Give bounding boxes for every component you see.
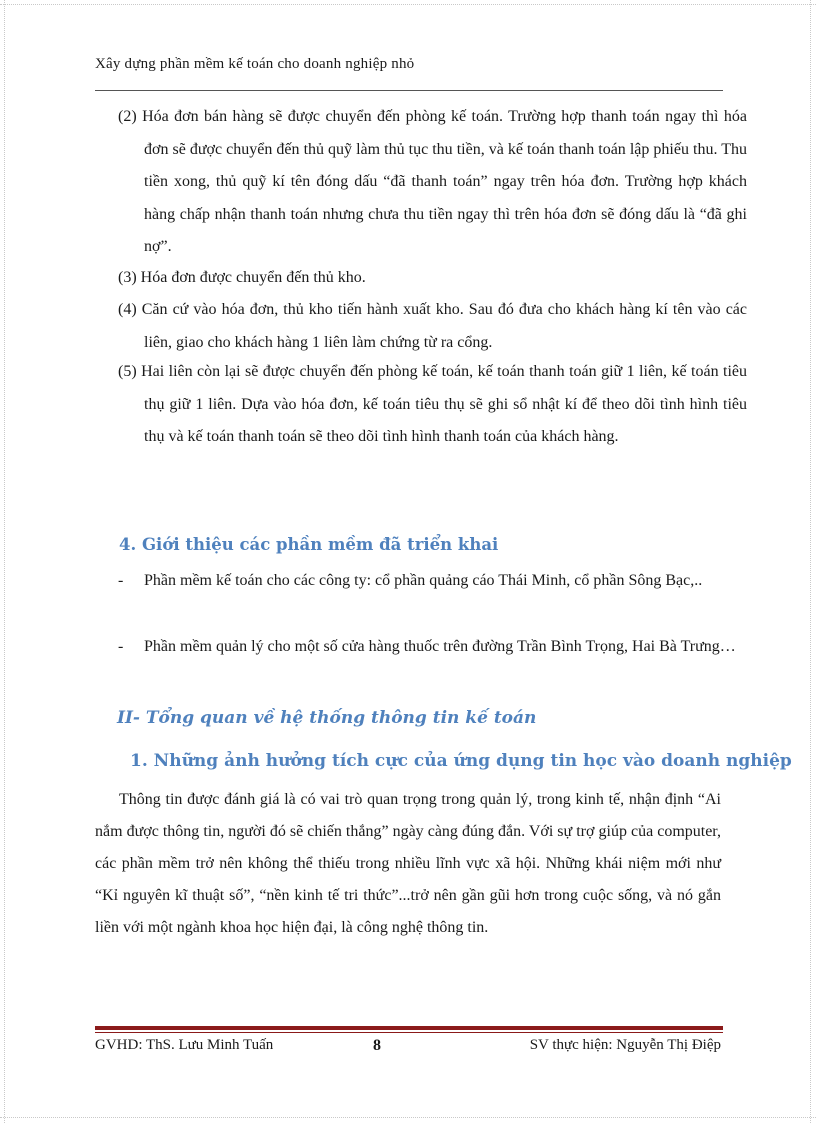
step-3: (3) Hóa đơn được chuyển đến thủ kho. xyxy=(118,269,366,286)
section-1-heading: 1. Những ảnh hưởng tích cực của ứng dụng tin học vào doanh nghiệp xyxy=(130,751,792,771)
page-border-bottom xyxy=(0,1117,816,1118)
part-2-heading: II- Tổng quan về hệ thống thông tin kế toán xyxy=(117,708,537,728)
software-item-pharmacy xyxy=(118,630,767,664)
bullet-dash: - xyxy=(118,638,124,655)
page-header-title: Xây dựng phần mềm kế toán cho doanh nghiệp nhỏ xyxy=(95,56,415,72)
page-border-left xyxy=(4,0,5,1123)
footer-student: SV thực hiện: Nguyễn Thị Điệp xyxy=(529,1037,721,1053)
footer-divider-thick xyxy=(95,1026,723,1030)
step-5: (5) Hai liên còn lại sẽ được chuyển đến phòng kế toán, kế toán thanh toán giữ 1 liên, kế toán tiêu thụ giữ 1 liên. Dựa vào hóa đơn, kế toán tiêu thụ sẽ ghi sổ nhật kí để theo dõi tình hình tiêu thụ và kế toán thanh toán sẽ theo dõi tình hình thanh toán của khách hàng. xyxy=(118,363,747,445)
software-item-text: Phần mềm kế toán cho các công ty: cổ phần quảng cáo Thái Minh, cổ phần Sông Bạc,.. xyxy=(144,572,703,589)
page-number: 8 xyxy=(373,1037,381,1054)
page-border-top xyxy=(0,4,816,5)
bullet-dash: - xyxy=(118,572,124,589)
software-item-accounting xyxy=(118,564,767,598)
step-2: (2) Hóa đơn bán hàng sẽ được chuyển đến phòng kế toán. Trường hợp thanh toán ngay thì hóa đơn sẽ được chuyển đến thủ quỹ làm thủ tục thu tiền, và kế toán thanh toán lập phiếu thu. Thu tiền xong, thủ quỹ kí tên đóng dấu “đã thanh toán” ngay trên hóa đơn. Trường hợp khách hàng chấp nhận thanh toán nhưng chưa thu tiền ngay thì trên hóa đơn sẽ đóng dấu là “đã ghi nợ”. xyxy=(118,108,747,255)
footer-advisor: GVHD: ThS. Lưu Minh Tuấn xyxy=(95,1037,274,1053)
step-4: (4) Căn cứ vào hóa đơn, thủ kho tiến hành xuất kho. Sau đó đưa cho khách hàng kí tên vào các liên, giao cho khách hàng 1 liên làm chứng từ ra cổng. xyxy=(118,301,747,351)
section-1-body: Thông tin được đánh giá là có vai trò quan trọng trong quản lý, trong kinh tế, nhận định “Ai nắm được thông tin, người đó sẽ chiến thắng” ngày càng đúng đắn. Với sự trợ giúp của computer, các phần mềm trở nên không thể thiếu trong nhiều lĩnh vực xã hội. Những khái niệm mới như “Kỉ nguyên kĩ thuật số”, “nền kinh tế tri thức”...trở nên gần gũi hơn trong cuộc sống, và nó gắn liền với một ngành khoa học hiện đại, là công nghệ thông tin. xyxy=(95,791,721,936)
header-divider xyxy=(95,90,723,91)
footer-divider-thin xyxy=(95,1032,723,1033)
page-border-right xyxy=(810,0,811,1123)
section-4-heading: 4. Giới thiệu các phần mềm đã triển khai xyxy=(119,535,499,554)
software-item-text: Phần mềm quản lý cho một số cửa hàng thuốc trên đường Trần Bình Trọng, Hai Bà Trưng… xyxy=(144,638,736,655)
